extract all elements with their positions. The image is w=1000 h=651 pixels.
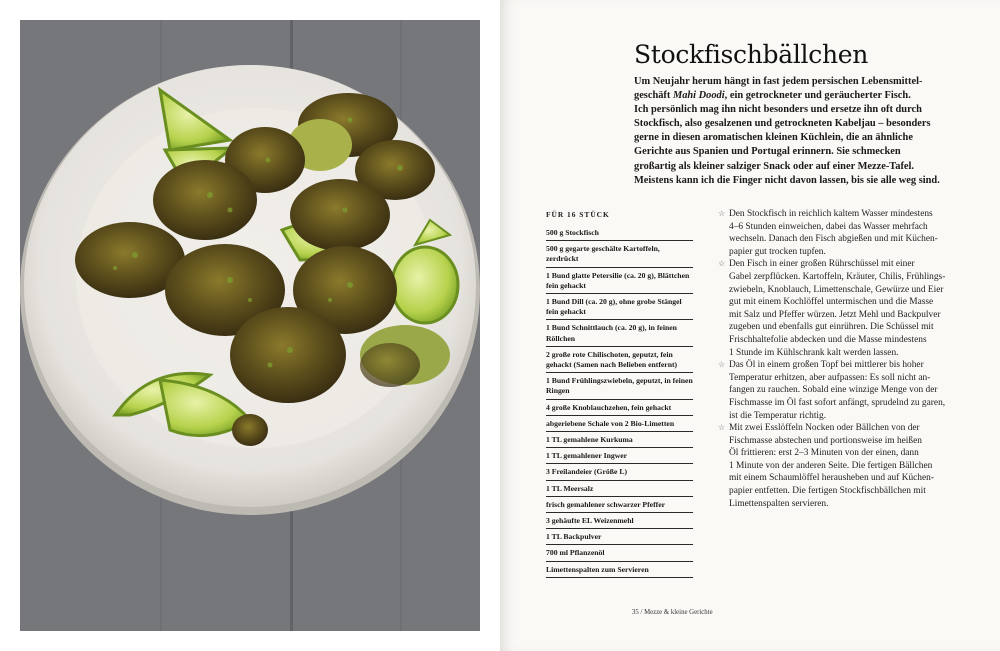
ingredient-item: 500 g Stockfisch — [546, 225, 693, 241]
ingredient-item: 1 Bund Dill (ca. 20 g), ohne grobe Stängel fein gehackt — [546, 294, 693, 320]
ingredient-item: 500 g gegarte geschälte Kartoffeln, zerdrückt — [546, 241, 693, 267]
intro-text-start: Um Neujahr herum hängt in fast jedem persischen Lebensmittel- geschäft — [634, 76, 923, 102]
method-step-text: Den Fisch in einer großen Rührschüssel mit einer Gabel zerpflücken. Kartoffeln, Kräuter, Chilis, Frühlings- zwiebeln, Knoblauch, Limettenschale, Gewürze und Eier gut mit einem Kochlöffel untermischen und die Masse mit Salz und Pfeffer würzen. Jetzt Mehl und Backpulver zugeben und ebenfalls gut einrühren. Die Schüssel mit Frischhaltefolie abdecken und die Masse mindestens 1 Stunde im Kühlschrank kalt werden lassen. — [729, 259, 946, 358]
ingredients-list — [546, 225, 693, 578]
ingredient-item: 700 ml Pflanzenöl — [546, 545, 693, 561]
ingredient-item: 4 große Knoblauchzehen, fein gehackt — [546, 400, 693, 416]
method-step-text: Das Öl in einem großen Topf bei mittlerer bis hoher Temperatur erhitzen, aber aufpassen: Es soll nicht an- fangen zu rauchen. Sobald eine winzige Menge von der Fischmasse im Öl fast sofort anfängt, sprudelnd zu garen, ist die Temperatur richtig. — [729, 360, 946, 421]
ingredient-item: 1 TL Backpulver — [546, 529, 693, 545]
method-step — [718, 359, 968, 422]
star-icon: ☆ — [718, 360, 726, 370]
ingredient-item: Limettenspalten zum Servieren — [546, 562, 693, 578]
ingredient-item: frisch gemahlener schwarzer Pfeffer — [546, 497, 693, 513]
ingredient-item: 3 Freilandeier (Größe L) — [546, 464, 693, 480]
ingredient-item: abgeriebene Schale von 2 Bio-Limetten — [546, 416, 693, 432]
page-footer: 35 / Mezze & kleine Gerichte — [632, 609, 713, 616]
method-steps — [718, 208, 968, 510]
ingredient-item: 1 TL gemahlene Kurkuma — [546, 432, 693, 448]
right-page — [500, 0, 1000, 651]
recipe-title: Stockfischbällchen — [634, 40, 869, 69]
ingredient-item: 1 Bund glatte Petersilie (ca. 20 g), Blättchen fein gehackt — [546, 268, 693, 294]
fish-cakes-plate-illustration — [20, 20, 480, 631]
intro-italic-term: Mahi Doodi — [672, 90, 725, 102]
ingredient-item: 1 TL gemahlener Ingwer — [546, 448, 693, 464]
method-step — [718, 208, 968, 258]
method-step — [718, 422, 968, 510]
intro-text-end: , ein getrockneter und geräucherter Fisch. Ich persönlich mag ihn nicht besonders und ersetze ihn oft durch Stockfisch, also gesalzenen und getrockneten Kabeljau – besonders gerne in diesen aromatischen kleinen Küchlein, die an ähnliche Gerichte aus Spanien und Portugal erinnern. Sie schmecken großartig als kleiner salziger Snack oder auf einer Mezze-Tafel. Meistens kann ich die Finger nicht davon lassen, bis sie alle weg sind. — [634, 90, 940, 186]
method-step-text: Den Stockfisch in reichlich kaltem Wasser mindestens 4–6 Stunden einweichen, dabei das Wasser mehrfach wechseln. Danach den Fisch abgießen und mit Küchen- papier gut trocken tupfen. — [729, 209, 938, 257]
ingredient-item: 2 große rote Chilischoten, geputzt, fein gehackt (Samen nach Belieben entfernt) — [546, 347, 693, 373]
ingredient-item: 1 Bund Schnittlauch (ca. 20 g), in feinen Röllchen — [546, 320, 693, 346]
ingredient-item: 1 TL Meersalz — [546, 481, 693, 497]
ingredient-item: 1 Bund Frühlingszwiebeln, geputzt, in feinen Ringen — [546, 373, 693, 399]
recipe-intro — [634, 75, 964, 188]
ingredient-item: 3 gehäufte EL Weizenmehl — [546, 513, 693, 529]
method-step-text: Mit zwei Esslöffeln Nocken oder Bällchen von der Fischmasse abstechen und portionsweise im heißen Öl frittieren: erst 2–3 Minuten von der einen, dann 1 Minute von der anderen Seite. Die fertigen Bällchen mit einem Schaumlöffel herausheben und auf Küchen- papier entfetten. Die fertigen Stockfischbällchen mit Limettenspalten servieren. — [729, 423, 934, 509]
food-photo — [20, 20, 480, 631]
star-icon: ☆ — [718, 209, 726, 218]
star-icon: ☆ — [718, 259, 726, 269]
ingredients-heading: FÜR 16 STÜCK — [546, 210, 610, 219]
method-step — [718, 258, 968, 359]
star-icon: ☆ — [718, 423, 726, 433]
